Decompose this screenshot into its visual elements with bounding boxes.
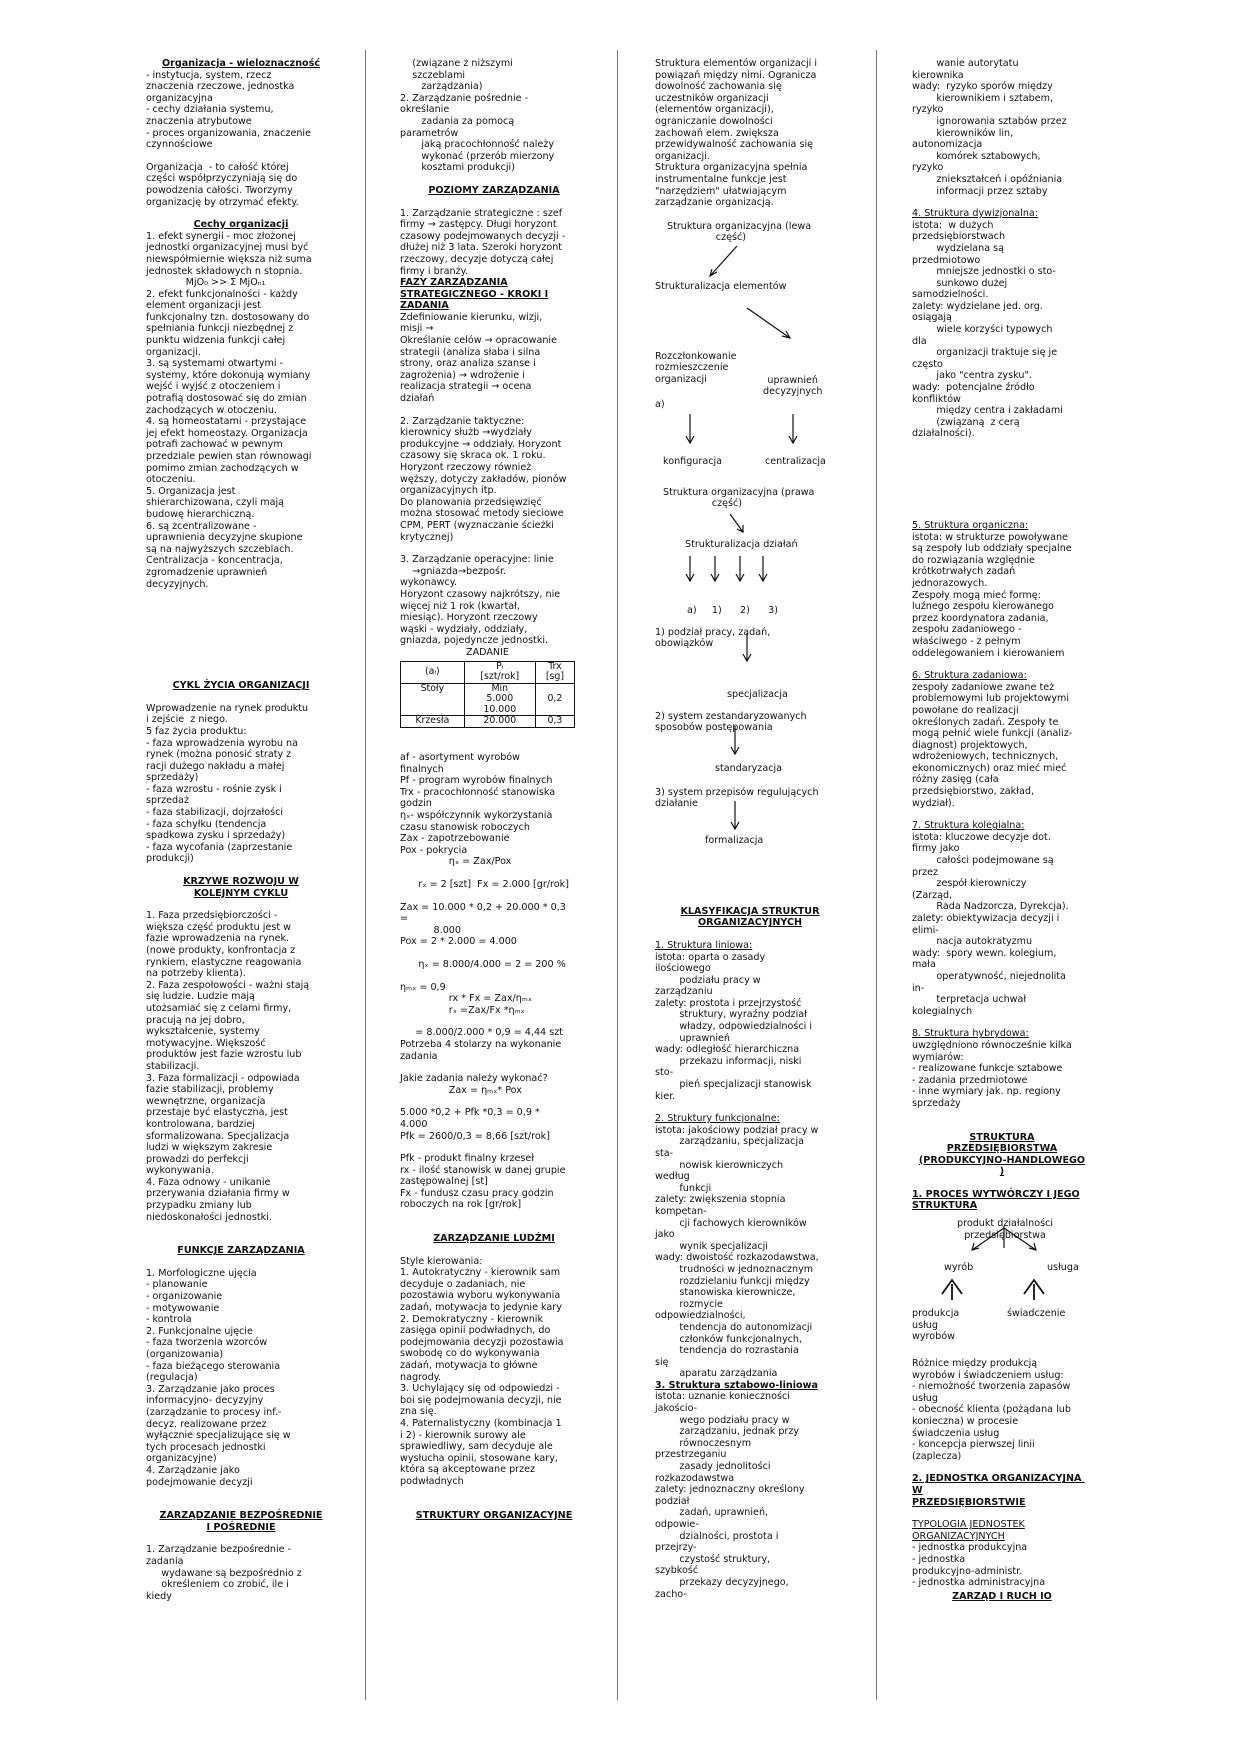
text-sztabowo-liniowa: istota: uznanie konieczności jakościo- wego podziału pracy w zarządzaniu, jednak przy równoczesnym przestrzeganiu zasady jednolitości rozkazodawstwa zalety: jednoznaczny określony podział zadań, uprawnień, odpowie- dzialności, prostota i przejrzy- czystość struktury, szybkość przekazy decyzyjnego, zacho- <box>655 1391 805 1600</box>
heading-organizacja: Organizacja - wieloznaczność <box>161 58 321 69</box>
heading-funkcje: FUNKCJE ZARZĄDZANIA <box>177 1245 305 1257</box>
text-calc-3: ηₓ = 8.000/4.000 = 2 = 200 % <box>400 958 566 970</box>
text-liniowa: istota: oparta o zasady ilościowego podziału pracy w zarządzaniu zalety: prostota i przejrzystość struktury, wyraźny podział władzy, odpowiedzialności i uprawnień wady: odległość hierarchiczna przekazu informacji, niski sto- pień specjalizacji stanowisk kier. <box>655 951 813 1102</box>
diagram-elementy: Strukturalizacja elementów <box>655 280 787 292</box>
table-cell: Stoły <box>401 683 465 716</box>
text-kolegialna: istota: kluczowe decyzje dot. firmy jako całości podejmowane są przez zespół kierowniczy (Zarząd, Rada Nadzorcza, Dyrekcja). zalety: obiektywizacja decyzji i elimi- nacja autokratyzmu wady: spory wewn. kolegium, mała operatywność, niejednolita in- terpretacja uchwał kolegialnych <box>912 831 1069 1017</box>
diagram-formalizacja: formalizacja <box>705 834 764 846</box>
struktura-diagram <box>655 221 845 906</box>
diagram-prawa: Struktura organizacyjna (prawa część) <box>663 486 815 510</box>
text-funkcje: 1. Morfologiczne ujęcia - planowanie - organizowanie - motywowanie - kontrola 2. Funkcjonalne ujęcie - faza tworzenia wzorców (organizowania) - faza bieżącego sterowania (regulacja) 3. Zarządzanie jako proces informacyjno- decyzyjny (zarządzanie to procesy inf.- decyz. realizowane przez wyłącznie specjalizujące się w tych procesach jednostki organizacyjne) 4. Zarządzanie jako podejmowanie decyzji <box>146 1267 291 1488</box>
heading-hybrydowa: 8. Struktura hybrydowa: <box>912 1028 1029 1040</box>
text-bezposrednie: 1. Zarządzanie bezpośrednie - zadania wydawane są bezpośrednio z określeniem co zrobić, ile i kiedy <box>146 1544 302 1602</box>
heading-sztabowo-liniowa: 3. Struktura sztabowo-liniowa <box>655 1379 818 1391</box>
table-cell: Krzesła <box>401 716 465 728</box>
heading-funkcjonalne: 2. Struktury funkcjonalne: <box>655 1113 780 1125</box>
diagram-podzial: 1) podział pracy, zadań, obowiązków <box>655 626 771 650</box>
table-caption: ZADANIE <box>466 646 509 658</box>
text-organizacja-def: Organizacja - to całość której części współprzyczyniają się do powodzenia całości. Tworzymy organizację by otrzymać efekty. <box>146 161 299 208</box>
text-cechy: 1. efekt synergii - moc złożonej jednostki organizacyjnej musi być niewspółmiernie większa niż suma jednostek składowych n stopnia. MjO₀ >> Σ MjOₙ₁ 2. efekt funkcjonalności - każdy element organizacji jest funkcjonalny tzn. dostosowany do spełniania funkcji niezbędnej z punktu widzenia funkcji całej organizacji. 3. są systemami otwartymi - systemy, które dokonują wymiany wejść i wyjść z otoczeniem i potrafią dostosować się do zmian zachodzących w otoczeniu. 4. są homeostatami - przystające jej efekt homeostazy. Organizacja potrafi zachować w pewnym przedziale pewien stan równowagi pomimo zmian zachodzących w otoczeniu. 5. Organizacja jest shierarchizowana, czyli mają budowę hierarchiczną. 6. są zcentralizowane - uprawnienia decyzyjne skupione są na najwyższych szczeblach. Centralizacja - koncentracja, zgromadzenie uprawnień decyzyjnych. <box>146 230 312 590</box>
text-fazy: Zdefiniowanie kierunku, wizji, misji → Określanie celów → opracowanie strategii (analiza słaba i silna strony, oraz analiza szanse i zagrożenia) → wdrożenie i realizacja strategii → ocena działań <box>400 311 557 405</box>
diagram-standaryzacja: standaryzacja <box>715 762 783 774</box>
text-krzywe: 1. Faza przedsiębiorczości - większa część produktu jest w fazie wprowadzenia na rynek. (nowe produkty, konfrontacja z rynkiem, elastyczne reagowania na potrzeby klienta). 2. Faza zespołowości - ważni stają się ludzie. Ludzie mają utożsamiać się z celami firmy, pracują na jej dobro, wykształcenie, systemy motywacyjne. Większość produktów jest fazie wzrostu lub stabilizacji. 3. Faza formalizacji - odpowiada fazie stabilizacji, problemy wewnętrzne, organizacja przestaje być elastyczna, jest kontrolowana, bardziej sformalizowana. Specjalizacja ludzi w większym zakresie prowadzi do perfekcji wykonywania. 4. Faza odnowy - unikanie przerywania działania firmy w przypadku zmiany lub niedoskonałości jednostki. <box>146 910 310 1223</box>
heading-klasyfikacja: KLASYFIKACJA STRUKTUR ORGANIZACYJNYCH <box>680 905 820 929</box>
tree-wyrob: wyrób <box>944 1262 974 1274</box>
text-ludzie: Style kierowania: 1. Autokratyczny - kierownik sam decyduje o zadaniach, nie pozostawia wyboru wykonywania zadań, motywacja to jedynie kary 2. Demokratyczny - kierownik zasięga opinii podwładnych, do podejmowania decyzji pozostawia swobodę co do wykonywania zadań, motywacja to główne nagrody. 3. Uchylający się od odpowiedzi - boi się podejmowania decyzji, nie zna się. 4. Paternalistyczny (kombinacja 1 i 2) - kierownik surowy ale sprawiedliwy, sam decyduje ale wysłucha opinii, stosowane kary, która są akceptowane przez podwładnych <box>400 1255 564 1487</box>
table-cell: 20.000 <box>464 716 535 728</box>
table-cell: Min 5.000 10.000 <box>464 683 535 716</box>
heading-proces: 1. PROCES WYTWÓRCZY I JEGO STRUKTURA <box>912 1188 1080 1212</box>
table-header-cell: Pᵢ [szt/rok] <box>464 661 535 683</box>
text-calc-1: rₓ = 2 [szt] Fx = 2.000 [gr/rok] <box>400 879 569 890</box>
arrow-icon <box>655 221 656 222</box>
diagram-dzialan: Strukturalizacja działań <box>685 538 798 550</box>
text-dywizjonalna: istota: w dużych przedsiębiorstwach wydzielana są przedmiotowo mniejsze jednostki o sto- sunkowo dużej samodzielności. zalety: wydzielane jed. org. osiągają wiele korzyści typowych dla organizacji traktuje się je często jako "centra zysku". wady: potencjalne źródło konfliktów między centra i zakładami (związaną z cerą działalności). <box>912 219 1063 440</box>
text-calc-7: 5.000 *0,2 + Pfk *0,3 = 0,9 * 4.000 Pfk = 2600/0,3 = 8,66 [szt/rok] <box>400 1107 550 1142</box>
table-header-row <box>401 661 575 683</box>
heading-organiczna: 5. Struktura organiczna: <box>912 520 1029 531</box>
heading-kolegialna: 7. Struktura kolegialna: <box>912 820 1025 832</box>
text-calc-8: Pfk - produkt finalny krzeseł rx - ilość stanowisk w danej grupie zastępowalnej [st] Fx - fundusz czasu pracy godzin roboczych na rok [gr/rok] <box>400 1153 566 1211</box>
column-4 <box>912 58 1092 1602</box>
produkt-tree <box>912 1218 1092 1358</box>
zadanie-table <box>400 661 575 729</box>
diagram-centralizacja: centralizacja <box>765 455 826 467</box>
diagram-system: 2) system zestandaryzowanych sposobów postępowania <box>655 710 807 734</box>
text-operacyjne: 3. Zarządzanie operacyjne: linie →gniazda→bezpośr. wykonawcy. Horyzont czasowy najkrótszy, nie więcej niż 1 rok (kwartał, miesiąc). Horyzont rzeczowy wąski - wydziały, oddziały, gniazda, pojedyncze jednostki. <box>400 554 561 647</box>
diagram-lewa: Struktura organizacyjna (lewa część) <box>667 220 812 244</box>
text-sztabowa-wady: wanie autorytatu kierownika wady: ryzyko sporów między kierownikiem i sztabem, ryzyko ignorowania sztabów przez kierowników lin, autonomizacja komórek sztabowych, ryzyko zniekształceń i opóźniania informacji przez sztaby <box>912 58 1067 197</box>
column-2 <box>400 58 588 1521</box>
tree-produkcja: produkcja usług wyrobów <box>912 1308 960 1343</box>
tree-arrows-icon <box>912 1218 913 1219</box>
heading-przedsiebiorstwo: STRUKTURA PRZEDSIĘBIORSTWA (PRODUKCYJNO-HANDLOWEGO ) <box>918 1131 1086 1178</box>
text-zadaniowa: zespoły zadaniowe zwane też problemowymi lub projektowymi powołane do realizacji określonych zadań. Zespoły te mogą pełnić wiele funkcji (analiz- diagnost) projektowych, wdrożeniowych, technicznych, ekonomicznych) oraz mieć mieć różny zasięg (cała przedsiębiorstwo, zakład, wydział). <box>912 681 1073 809</box>
table-cell: 0,3 <box>535 716 574 728</box>
table-row <box>401 716 575 728</box>
diagram-uprawnien: uprawnień decyzyjnych <box>763 374 823 398</box>
heading-poziomy: POZIOMY ZARZĄDZANIA <box>428 184 560 196</box>
text-cykl: Wprowadzenie na rynek produktu i zejście z niego. 5 faz życia produktu: - faza wprowadzenia wyrobu na rynek (można ponosić straty z racji dużego nakładu a małej sprzedaży) - faza wzrostu - rośnie zysk i sprzedaż - faza stabilizacji, dojrzałości - faza schyłku (tendencja spadkowa zysku i sprzedaży) - faza wycofania (zaprzestanie produkcji) <box>146 702 309 865</box>
column-rule-2 <box>617 50 618 1700</box>
heading-ludzie: ZARZĄDZANIE LUDŹMI <box>433 1233 555 1245</box>
text-legend: af - asortyment wyrobów finalnych Pf - program wyrobów finalnych Trx - pracochłonność stanowiska godzin ηₓ- współczynnik wykorzystania czasu stanowisk roboczych Zax - zapotrzebowanie Pox - pokrycia ηₓ = Zax/Pox <box>400 752 556 868</box>
text-strategiczne: 1. Zarządzanie strategiczne : szef firmy → zastępcy. Długi horyzont czasowy podejmowanych decyzji - dłużej niż 3 lata. Szeroki horyzont rzeczowy, decyzje dotyczą całej firmy i branży. <box>400 207 566 277</box>
table-header-cell: (aᵢ) <box>401 661 465 683</box>
heading-liniowa: 1. Struktura liniowa: <box>655 939 753 951</box>
text-organiczna: istota: w strukturze powoływane są zespoły lub oddziały specjalne do rozwiązania względnie krótkotrwałych zadań jednorazowych. Zespoły mogą mieć formę: luźnego zespołu kierowanego przez koordynatora zadania, zespołu zadaniowego - właściwego - z pełnym oddelegowaniem i kierowaniem <box>912 531 1072 659</box>
text-posrednie: (związane z niższymi szczeblami zarządzania) 2. Zarządzanie pośrednie - określanie zadania za pomocą parametrów jaką pracochłonność należy wykonać (przerób mierzony kosztami produkcji) <box>400 58 555 174</box>
diagram-specjalizacja: specjalizacja <box>727 688 788 700</box>
diagram-przepisy: 3) system przepisów regulujących działanie <box>655 786 819 810</box>
text-funkcjonalne: istota: jakościowy podział pracy w zarządzaniu, specjalizacja sta- nowisk kierowniczych według funkcji zalety: zwiększenia stopnia kompetan- cji fachowych kierowników jako wynik specjalizacji wady: dwoistość rozkazodawstwa, trudności w jednoznacznym rozdzielaniu funkcji między stanowiska kierownicze, rozmycie odpowiedzialności, tendencja do autonomizacji członków funkcjonalnych, tendencja do rozrastania się aparatu zarządzania <box>655 1124 819 1380</box>
text-calc-4: ηₘₓ = 0,9 rx * Fx = Zax/ηₘₓ rₓ =Zax/Fx *ηₘₓ <box>400 981 533 1016</box>
tree-produkt: produkt działalności przedsiębiorstwa <box>957 1218 1054 1241</box>
diagram-a: a) <box>655 398 665 410</box>
heading-dywizjonalna: 4. Struktura dywizjonalna: <box>912 208 1039 220</box>
text-struktura-intro: Struktura elementów organizacji i powiązań między nimi. Ogranicza dowolność zachowania się uczestników organizacji (elementów organizacji), ograniczanie dowolności zachowań elem. zwiększa przewidywalność zachowania się organizacji. Struktura organizacyjna spełnia instrumentalne funkcje jest "narzędziem" ułatwiającym zarządzanie organizacją. <box>655 58 818 209</box>
column-rule-1 <box>365 50 366 1700</box>
table-cell: 0,2 <box>535 683 574 716</box>
heading-jednostka: 2. JEDNOSTKA ORGANIZACYJNA W PRZEDSIĘBIORSTWIE <box>912 1473 1082 1508</box>
text-roznice: Różnice między produkcją wyrobów i świadczeniem usług: - niemożność tworzenia zapasów usług - obecność klienta (pożądana lub konieczna) w procesie świadczenia usług - koncepcja pierwszej linii (zapleczа) <box>912 1358 1071 1462</box>
heading-bezposrednie: ZARZĄDZANIE BEZPOŚREDNIE I POŚREDNIE <box>159 1510 323 1533</box>
text-organizacja: - instytucja, system, rzecz znaczenia rzeczowe, jednostka organizacyjna - cechy działania systemu, znaczenia atrybutowe - proces organizowania, znaczenie czynnościowe <box>146 69 312 151</box>
heading-fazy: FAZY ZARZĄDZANIA STRATEGICZNEGO - KROKI I ZADANIA <box>400 277 549 312</box>
tree-usluga: usługa <box>1047 1262 1079 1274</box>
table-row <box>401 683 575 716</box>
column-1 <box>146 58 336 1602</box>
heading-typologia: TYPOLOGIA JEDNOSTEK ORGANIZACYJNYCH <box>912 1519 1025 1542</box>
text-typologia: - jednostka produkcyjna - jednostka produkcyjno-administr. - jednostka administracyjna <box>912 1542 1046 1589</box>
diagram-konfiguracja: konfiguracja <box>663 455 723 467</box>
heading-krzywe: KRZYWE ROZWOJU W KOLEJNYM CYKLU <box>183 876 299 899</box>
text-hybrydowa: uwzględniono równocześnie kilka wymiarów: - realizowane funkcje sztabowe - zadania przedmiotowe - inne wymiary jak. np. regiony sprzedaży <box>912 1039 1072 1109</box>
text-calc-2: Zax = 10.000 * 0,2 + 20.000 * 0,3 = 8.000 Pox = 2 * 2.000 = 4.000 <box>400 901 566 948</box>
text-taktyczne: 2. Zarządzanie taktyczne: kierownicy służb →wydziały produkcyjne → oddziały. Horyzont czasowy się skraca ok. 1 roku. Horyzont rzeczowy również węższy, dotyczy zakładów, pionów organizacyjnych itp. Do planowania przedsięwzięć można stosować metody sieciowe CPM, PERT (wyznaczanie ścieżki krytycznej) <box>400 415 567 543</box>
text-calc-6: Jakie zadania należy wykonać? Zax = ηₘₓ* Pox <box>400 1073 548 1096</box>
tree-swiadczenie: świadczenie <box>1007 1308 1066 1320</box>
heading-cechy: Cechy organizacji <box>193 219 289 231</box>
heading-struktury: STRUKTURY ORGANIZACYJNE <box>415 1509 573 1521</box>
column-rule-3 <box>876 50 877 1700</box>
heading-zarzad: ZARZĄD I RUCH IO <box>952 1590 1052 1602</box>
heading-cykl: CYKL ŻYCIA ORGANIZACJI <box>172 680 310 692</box>
column-3 <box>655 58 845 1600</box>
diagram-labels: a) 1) 2) 3) <box>687 604 779 616</box>
text-calc-5: = 8.000/2.000 * 0,9 = 4,44 szt Potrzeba 4 stolarzy na wykonanie zadania <box>400 1027 563 1062</box>
table-header-cell: Trx [sg] <box>535 661 574 683</box>
diagram-rozczlonkowanie: Rozczłonkowanie rozmieszczenie organizacji <box>655 350 737 385</box>
heading-zadaniowa: 6. Struktura zadaniowa: <box>912 670 1027 682</box>
